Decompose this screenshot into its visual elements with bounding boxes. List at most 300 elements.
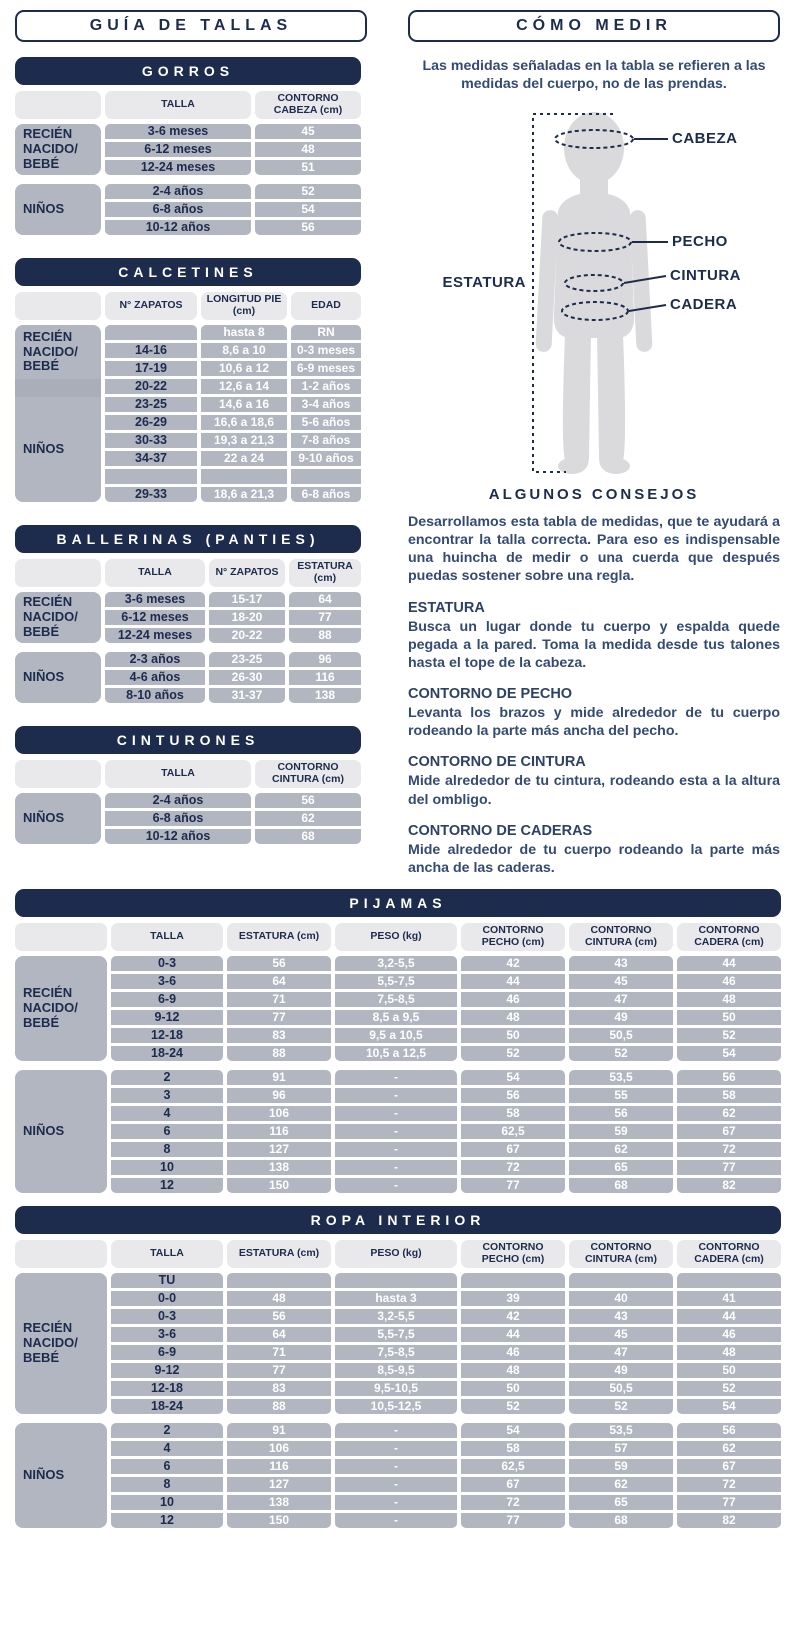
table-cell: 42 <box>461 956 565 971</box>
table-cell: 48 <box>677 1345 781 1360</box>
table-cell: 106 <box>227 1441 331 1456</box>
table-cell: 20-22 <box>209 628 285 643</box>
table-cell: 46 <box>461 1345 565 1360</box>
table-cell: TU <box>111 1273 223 1288</box>
table-cell: 8-10 años <box>105 688 205 703</box>
table-cell: 48 <box>255 142 361 157</box>
table-cell: - <box>335 1160 457 1175</box>
table-cell: 116 <box>227 1124 331 1139</box>
measure-section-heading: CONTORNO DE CINTURA <box>408 754 586 771</box>
column-header: CONTORNO CABEZA (cm) <box>255 91 361 119</box>
table-cell: hasta 8 <box>201 325 287 340</box>
table-cinturones <box>15 726 361 847</box>
table-cell: 72 <box>677 1142 781 1157</box>
table-cell: 47 <box>569 1345 673 1360</box>
column-header: TALLA <box>111 923 223 951</box>
table-cell: 18-24 <box>111 1399 223 1414</box>
table-cell: 52 <box>677 1028 781 1043</box>
table-cell: - <box>335 1142 457 1157</box>
table-cell: 138 <box>289 688 361 703</box>
table-cell: 82 <box>677 1178 781 1193</box>
table-cell: 56 <box>227 1309 331 1324</box>
table-cell: 5,5-7,5 <box>335 1327 457 1342</box>
table-cell <box>461 1273 565 1288</box>
table-cell: 3,2-5,5 <box>335 1309 457 1324</box>
measure-section-text: Busca un lugar donde tu cuerpo y espalda quede pegada a la pared. Toma la medida desde tus talones hasta el tope de la cabeza. <box>408 618 780 671</box>
measure-section-heading: ESTATURA <box>408 599 485 616</box>
group-label: RECIÉN NACIDO/ BEBÉ <box>15 325 101 379</box>
table-cell: 45 <box>569 1327 673 1342</box>
table-gorros <box>15 57 361 238</box>
table-cell: 77 <box>677 1160 781 1175</box>
table-cell <box>677 1273 781 1288</box>
group-label: RECIÉN NACIDO/ BEBÉ <box>15 124 101 175</box>
column-header-spacer <box>15 559 101 587</box>
table-cell: - <box>335 1178 457 1193</box>
table-ballerinas <box>15 525 361 706</box>
column-header: CONTORNO CINTURA (cm) <box>569 923 673 951</box>
table-cell: 72 <box>677 1477 781 1492</box>
table-cell: 56 <box>255 793 361 808</box>
measure-intro: Las medidas señaladas en la tabla se refieren a las medidas del cuerpo, no de las prendas. <box>422 58 766 93</box>
table-cell: 67 <box>677 1459 781 1474</box>
table-cell: 48 <box>461 1363 565 1378</box>
table-cell <box>227 1273 331 1288</box>
table-cell: 53,5 <box>569 1070 673 1085</box>
table-cell: 77 <box>227 1363 331 1378</box>
table-grid <box>15 292 361 505</box>
table-cell: 65 <box>569 1495 673 1510</box>
table-cell: 46 <box>677 1327 781 1342</box>
table-cell: 17-19 <box>105 361 197 376</box>
table-cell: 53,5 <box>569 1423 673 1438</box>
table-cell: 106 <box>227 1106 331 1121</box>
table-cell: 6-9 meses <box>291 361 361 376</box>
column-header: TALLA <box>111 1240 223 1268</box>
table-cell: 50 <box>461 1028 565 1043</box>
table-cell: 91 <box>227 1423 331 1438</box>
table-cell: 58 <box>461 1106 565 1121</box>
group-label: RECIÉN NACIDO/ BEBÉ <box>15 592 101 643</box>
column-header: CONTORNO CINTURA (cm) <box>569 1240 673 1268</box>
table-cell: 23-25 <box>209 652 285 667</box>
table-cell: - <box>335 1441 457 1456</box>
table-cell: 88 <box>289 628 361 643</box>
how-to-measure-title: CÓMO MEDIR <box>408 10 780 42</box>
table-cell: 6-9 <box>111 992 223 1007</box>
measure-section-text: Levanta los brazos y mide alrededor de tu cuerpo rodeando la parte más ancha del pecho. <box>408 705 780 740</box>
table-cell: 52 <box>677 1381 781 1396</box>
measure-section-heading: CONTORNO DE CADERAS <box>408 822 593 839</box>
table-cell: 6-8 años <box>105 202 251 217</box>
table-cell: 10 <box>111 1495 223 1510</box>
table-pijamas <box>15 889 781 1196</box>
table-cell: 52 <box>569 1399 673 1414</box>
column-header: ESTATURA (cm) <box>227 923 331 951</box>
table-cell: 50 <box>461 1381 565 1396</box>
measure-section <box>408 686 780 740</box>
table-banner: GORROS <box>15 57 361 85</box>
table-cell: hasta 3 <box>335 1291 457 1306</box>
table-cell: 44 <box>677 956 781 971</box>
table-cell: 54 <box>677 1399 781 1414</box>
table-cell: 6-8 años <box>291 487 361 502</box>
table-cell: 71 <box>227 992 331 1007</box>
table-cell: 49 <box>569 1363 673 1378</box>
tables-column <box>15 10 367 867</box>
group-label: NIÑOS <box>15 793 101 844</box>
column-header: CONTORNO CINTURA (cm) <box>255 760 361 788</box>
table-cell: - <box>335 1495 457 1510</box>
child-silhouette <box>535 112 652 474</box>
column-header: ESTATURA (cm) <box>227 1240 331 1268</box>
table-cell: 55 <box>569 1088 673 1103</box>
how-to-measure-column <box>408 10 780 877</box>
table-cell: 91 <box>227 1070 331 1085</box>
table-cell: 10-12 años <box>105 829 251 844</box>
table-cell: 23-25 <box>105 397 197 412</box>
table-cell: - <box>335 1459 457 1474</box>
table-cell: 57 <box>569 1441 673 1456</box>
table-cell: 62,5 <box>461 1459 565 1474</box>
column-header: ESTATURA (cm) <box>289 559 361 587</box>
table-cell: 64 <box>289 592 361 607</box>
column-header: N° ZAPATOS <box>209 559 285 587</box>
table-cell: 50,5 <box>569 1381 673 1396</box>
table-cell: 45 <box>255 124 361 139</box>
table-cell: 0-0 <box>111 1291 223 1306</box>
table-cell: 44 <box>677 1309 781 1324</box>
table-cell: 9,5 a 10,5 <box>335 1028 457 1043</box>
table-cell: RN <box>291 325 361 340</box>
table-cell: 83 <box>227 1381 331 1396</box>
table-cell: 67 <box>677 1124 781 1139</box>
table-cell: 8,6 a 10 <box>201 343 287 358</box>
table-cell: 3-6 meses <box>105 592 205 607</box>
column-header: N° ZAPATOS <box>105 292 197 320</box>
table-cell: 10-12 años <box>105 220 251 235</box>
table-cell: - <box>335 1423 457 1438</box>
column-header: CONTORNO CADERA (cm) <box>677 1240 781 1268</box>
table-cell: 58 <box>677 1088 781 1103</box>
table-cell: 56 <box>677 1423 781 1438</box>
group-label: RECIÉN NACIDO/ BEBÉ <box>15 1273 107 1414</box>
measure-section-text: Mide alrededor de tu cintura, rodeando esta a la altura del ombligo. <box>408 773 780 808</box>
table-cell: 7,5-8,5 <box>335 992 457 1007</box>
table-cell: 82 <box>677 1513 781 1528</box>
table-grid <box>15 760 361 847</box>
table-banner: BALLERINAS (PANTIES) <box>15 525 361 553</box>
table-cell: 2 <box>111 1423 223 1438</box>
table-cell: 15-17 <box>209 592 285 607</box>
group-label: NIÑOS <box>15 397 101 502</box>
table-cell: 46 <box>677 974 781 989</box>
table-cell: 77 <box>461 1178 565 1193</box>
table-cell: 29-33 <box>105 487 197 502</box>
table-cell: 52 <box>461 1046 565 1061</box>
diagram-label-cabeza: CABEZA <box>672 129 738 147</box>
table-cell: 30-33 <box>105 433 197 448</box>
table-cell: 9-12 <box>111 1010 223 1025</box>
table-cell: 39 <box>461 1291 565 1306</box>
table-cell: 8 <box>111 1477 223 1492</box>
table-cell: 68 <box>569 1178 673 1193</box>
table-cell: 77 <box>227 1010 331 1025</box>
table-cell: 44 <box>461 974 565 989</box>
table-cell: 3-4 años <box>291 397 361 412</box>
table-cell <box>569 1273 673 1288</box>
table-banner: PIJAMAS <box>15 889 781 917</box>
table-cell: 20-22 <box>105 379 197 394</box>
table-calcetines <box>15 258 361 505</box>
table-cell: 45 <box>569 974 673 989</box>
table-cell: 2-4 años <box>105 793 251 808</box>
group-label: NIÑOS <box>15 1070 107 1193</box>
table-cell: 9,5-10,5 <box>335 1381 457 1396</box>
table-cell: 54 <box>461 1070 565 1085</box>
table-cell: 3 <box>111 1088 223 1103</box>
table-grid <box>15 91 361 238</box>
table-grid <box>15 559 361 706</box>
table-cell: - <box>335 1106 457 1121</box>
table-cell: 56 <box>461 1088 565 1103</box>
table-cell: 3-6 meses <box>105 124 251 139</box>
table-grid <box>15 1240 781 1531</box>
table-cell: 42 <box>461 1309 565 1324</box>
table-cell: - <box>335 1477 457 1492</box>
table-cell: 26-29 <box>105 415 197 430</box>
table-cell: 4 <box>111 1441 223 1456</box>
group-label: RECIÉN NACIDO/ BEBÉ <box>15 956 107 1061</box>
table-cell: 48 <box>461 1010 565 1025</box>
body-diagram <box>408 106 780 478</box>
table-cell: 6 <box>111 1459 223 1474</box>
table-cell: 10 <box>111 1160 223 1175</box>
table-cell: 0-3 <box>111 1309 223 1324</box>
table-cell: 77 <box>461 1513 565 1528</box>
table-cell: 4 <box>111 1106 223 1121</box>
table-cell: 62 <box>569 1477 673 1492</box>
table-cell: 2-3 años <box>105 652 205 667</box>
table-cell: 8 <box>111 1142 223 1157</box>
table-cell: 48 <box>227 1291 331 1306</box>
table-cell: 14,6 a 16 <box>201 397 287 412</box>
table-cell: 62 <box>569 1142 673 1157</box>
column-header: CONTORNO PECHO (cm) <box>461 923 565 951</box>
table-cell: 62,5 <box>461 1124 565 1139</box>
table-cell: 7-8 años <box>291 433 361 448</box>
table-cell: 46 <box>461 992 565 1007</box>
table-cell: 56 <box>569 1106 673 1121</box>
body-diagram-svg <box>408 106 780 478</box>
table-cell: 2 <box>111 1070 223 1085</box>
table-cell: 6-9 <box>111 1345 223 1360</box>
table-cell: 5-6 años <box>291 415 361 430</box>
table-cell: 12 <box>111 1178 223 1193</box>
table-cell: 34-37 <box>105 451 197 466</box>
column-header: CONTORNO PECHO (cm) <box>461 1240 565 1268</box>
table-cell: 9-12 <box>111 1363 223 1378</box>
table-cell: 67 <box>461 1142 565 1157</box>
table-cell: 22 a 24 <box>201 451 287 466</box>
table-cell: 1-2 años <box>291 379 361 394</box>
column-header: TALLA <box>105 91 251 119</box>
table-cell: 10,6 a 12 <box>201 361 287 376</box>
table-cell: 40 <box>569 1291 673 1306</box>
table-cell: 56 <box>677 1070 781 1085</box>
table-cell: 3-6 <box>111 974 223 989</box>
table-cell: 16,6 a 18,6 <box>201 415 287 430</box>
table-cell: 6-12 meses <box>105 142 251 157</box>
table-cell: 56 <box>255 220 361 235</box>
table-cell: 54 <box>461 1423 565 1438</box>
table-cell: 5,5-7,5 <box>335 974 457 989</box>
table-cell: 58 <box>461 1441 565 1456</box>
table-cell: 77 <box>677 1495 781 1510</box>
measure-section <box>408 754 780 808</box>
table-cell: 52 <box>461 1399 565 1414</box>
table-cell: 47 <box>569 992 673 1007</box>
table-cell: 50,5 <box>569 1028 673 1043</box>
table-cell: 116 <box>227 1459 331 1474</box>
table-cell <box>105 325 197 340</box>
table-cell: 6 <box>111 1124 223 1139</box>
column-header: PESO (kg) <box>335 923 457 951</box>
table-cell <box>105 469 197 484</box>
table-cell: 67 <box>461 1477 565 1492</box>
table-cell: 8,5-9,5 <box>335 1363 457 1378</box>
table-cell: 12-18 <box>111 1028 223 1043</box>
measure-section <box>408 823 780 877</box>
size-guide-title: GUÍA DE TALLAS <box>15 10 367 42</box>
table-cell: 62 <box>677 1441 781 1456</box>
table-cell: 3,2-5,5 <box>335 956 457 971</box>
table-cell: 77 <box>289 610 361 625</box>
table-cell: 6-8 años <box>105 811 251 826</box>
table-cell: 150 <box>227 1513 331 1528</box>
column-header-spacer <box>15 760 101 788</box>
table-cell: 51 <box>255 160 361 175</box>
table-cell: 72 <box>461 1160 565 1175</box>
table-cell: 127 <box>227 1142 331 1157</box>
table-cell: 138 <box>227 1160 331 1175</box>
measure-section-text: Mide alrededor de tu cuerpo rodeando la parte más ancha de las caderas. <box>408 841 780 876</box>
column-header-spacer <box>15 292 101 320</box>
table-cell: 10,5-12,5 <box>335 1399 457 1414</box>
table-cell: - <box>335 1070 457 1085</box>
table-cell: - <box>335 1513 457 1528</box>
table-cell: 48 <box>677 992 781 1007</box>
column-header: TALLA <box>105 559 205 587</box>
full-width-tables <box>0 877 800 1531</box>
diagram-label-cintura: CINTURA <box>670 266 741 284</box>
table-cell: 138 <box>227 1495 331 1510</box>
table-cell: 65 <box>569 1160 673 1175</box>
table-cell: 12-24 meses <box>105 160 251 175</box>
column-header-spacer <box>15 1240 107 1268</box>
table-cell: 52 <box>255 184 361 199</box>
table-cell: 3-6 <box>111 1327 223 1342</box>
table-cell: 19,3 a 21,3 <box>201 433 287 448</box>
table-banner: CALCETINES <box>15 258 361 286</box>
table-banner: CINTURONES <box>15 726 361 754</box>
table-cell: 18,6 a 21,3 <box>201 487 287 502</box>
table-cell: 26-30 <box>209 670 285 685</box>
table-cell <box>335 1273 457 1288</box>
diagram-label-pecho: PECHO <box>672 232 728 250</box>
table-cell: 14-16 <box>105 343 197 358</box>
table-cell: 44 <box>461 1327 565 1342</box>
table-cell: - <box>335 1088 457 1103</box>
table-cell: 10,5 a 12,5 <box>335 1046 457 1061</box>
table-cell: 59 <box>569 1124 673 1139</box>
group-label <box>15 379 101 397</box>
table-cell: 71 <box>227 1345 331 1360</box>
table-cell: 52 <box>569 1046 673 1061</box>
table-cell: 2-4 años <box>105 184 251 199</box>
table-cell: 116 <box>289 670 361 685</box>
table-cell: 41 <box>677 1291 781 1306</box>
table-cell: 59 <box>569 1459 673 1474</box>
table-cell: 12-18 <box>111 1381 223 1396</box>
diagram-label-estatura: ESTATURA <box>442 273 526 291</box>
table-cell: 68 <box>255 829 361 844</box>
table-ropa-interior <box>15 1206 781 1531</box>
group-label: NIÑOS <box>15 1423 107 1528</box>
column-header: PESO (kg) <box>335 1240 457 1268</box>
group-label: NIÑOS <box>15 652 101 703</box>
column-header: TALLA <box>105 760 251 788</box>
table-cell: 6-12 meses <box>105 610 205 625</box>
tips-title: ALGUNOS CONSEJOS <box>488 485 700 503</box>
tips-text: Desarrollamos esta tabla de medidas, que te ayudará a encontrar la talla correcta. Para eso es indispensable una huincha de medir o una cuerda que después puedas sostener sobre una regla. <box>408 513 780 585</box>
table-cell: 43 <box>569 1309 673 1324</box>
column-header: LONGITUD PIE (cm) <box>201 292 287 320</box>
column-header-spacer <box>15 91 101 119</box>
table-cell: 8,5 a 9,5 <box>335 1010 457 1025</box>
table-cell: 83 <box>227 1028 331 1043</box>
table-cell: 127 <box>227 1477 331 1492</box>
table-cell: 72 <box>461 1495 565 1510</box>
table-cell: 62 <box>677 1106 781 1121</box>
table-cell: 18-24 <box>111 1046 223 1061</box>
table-cell: 64 <box>227 974 331 989</box>
table-cell: 96 <box>227 1088 331 1103</box>
table-cell: 64 <box>227 1327 331 1342</box>
measure-sections <box>408 600 780 878</box>
table-cell: 4-6 años <box>105 670 205 685</box>
table-cell: 88 <box>227 1399 331 1414</box>
table-cell: 12,6 a 14 <box>201 379 287 394</box>
table-grid <box>15 923 781 1196</box>
table-cell: 88 <box>227 1046 331 1061</box>
table-cell: 0-3 meses <box>291 343 361 358</box>
table-cell: 18-20 <box>209 610 285 625</box>
table-cell: 150 <box>227 1178 331 1193</box>
measure-section-heading: CONTORNO DE PECHO <box>408 686 573 703</box>
diagram-label-cadera: CADERA <box>670 295 738 313</box>
table-cell <box>201 469 287 484</box>
table-cell: 96 <box>289 652 361 667</box>
table-cell: 9-10 años <box>291 451 361 466</box>
table-cell: 50 <box>677 1010 781 1025</box>
table-cell: 43 <box>569 956 673 971</box>
table-cell: 54 <box>255 202 361 217</box>
measure-section <box>408 600 780 673</box>
table-banner: ROPA INTERIOR <box>15 1206 781 1234</box>
table-cell: 56 <box>227 956 331 971</box>
table-cell: - <box>335 1124 457 1139</box>
